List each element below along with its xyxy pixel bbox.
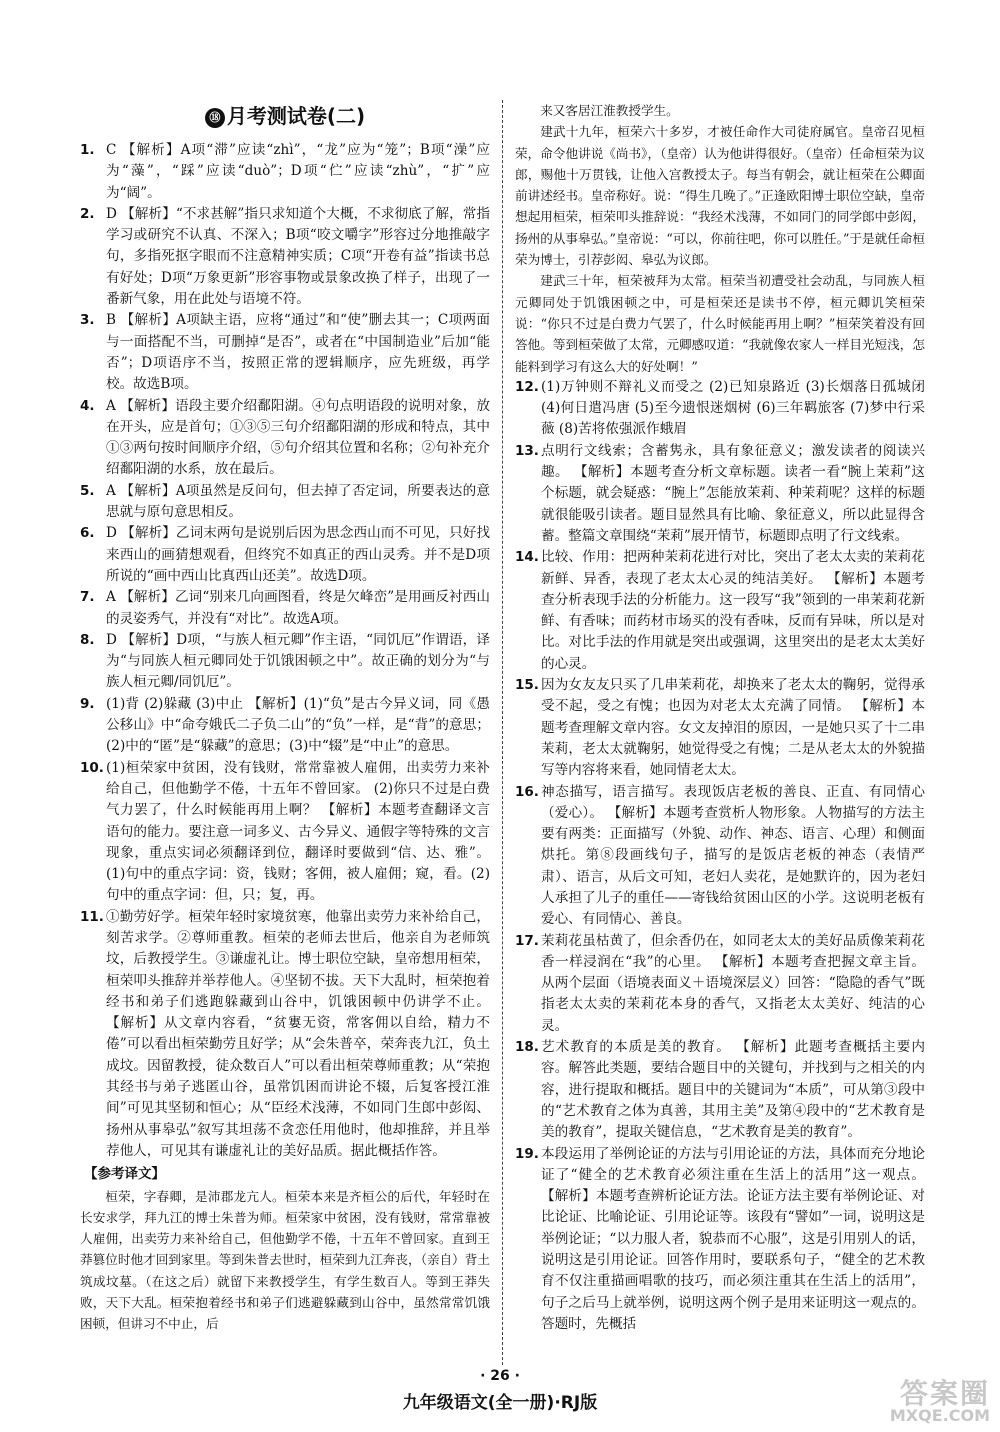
watermark-logo: 答案圈 [899,1377,990,1410]
answer-number: 2. [80,205,95,222]
translation-paragraph: 桓荣，字春卿，是沛郡龙亢人。桓荣本来是齐桓公的后代，年轻时在长安求学，拜九江的博士朱普为师。桓荣家中贫困，没有钱财，常常靠被人雇佣，出卖劳力来补给自己，但他勤学不倦，十五年不曾回家。直到王莽篡位时他才回到家里。等到朱普去世时，桓荣到九江奔丧，（亲自）背土筑成坟墓。（在这之后）就留下来教授学生，有学生数百人。等到王莽失败，天下大乱。桓荣抱着经书和弟子们逃避躲藏到山谷中，虽然常常饥饿困顿，但讲习不中止，后 [80,1188,490,1332]
answer-item [80,523,490,587]
answer-text: A 【解析】乙词“别来几向画图看，终是欠峰峦”是用画反衬西山的灵姿秀气，并没有“对比”。故选A项。 [106,589,490,627]
answer-number: 14. [515,549,539,566]
answer-item [515,782,925,931]
translation-paragraph: 来又客居江淮教授学生。 [540,103,679,118]
answer-item [515,377,925,441]
answer-number: 15. [515,677,539,694]
translation-continued [515,100,925,377]
answer-text: 本段运用了举例论证的方法与引用论证的方法，具体而充分地论证了“健全的艺术教育必须注重在生活上的活用”这一观点。 【解析】本题考查辨析论证方法。论证方法主要有举例论证、对比论证、比喻论证、引用论证等。该段有“譬如”一词，说明这是举例论证；“以力服人者，貌恭而不心服”，这是引用别人的话，说明这是引用论证。回答作用时，要联系句子，“健全的艺术教育不仅注重描画唱歌的技巧，而必须注重其在生活上的活用”，句子之后马上就举例，说明这两个例子是用来证明这一观点的。答题时，先概括 [541,1145,925,1332]
watermark [840,1372,990,1427]
answer-text: C 【解析】A项“滞”应读“zhì”，“龙”应为“笼”；B项“澡”应为“藻”，“踩”应读“duò”；D项“伫”应读“zhù”，“扩”应为“阔”。 [106,142,490,201]
answer-number: 8. [80,631,95,648]
answer-text: D 【解析】D项，“与族人桓元卿”作主语，“同饥厄”作谓语，译为“与同族人桓元卿同处于饥饿困顿之中”。故正确的划分为“与族人桓元卿/同饥厄”。 [106,631,490,691]
answer-item [80,396,490,481]
reference-heading: 【参考译文】 [84,1166,165,1183]
answer-item [80,907,490,1163]
translation-paragraph: 建武十九年，桓荣六十多岁，才被任命作大司徒府属官。皇帝召见桓荣，命令他讲说《尚书》，（皇帝）认为他讲得很好。（皇帝）任命桓荣为议郎，赐他十万贯钱，让他入宫教授太子。每当有朝会，就让桓荣在公卿面前讲述经书。皇帝称好。说：“得生几晚了。”正逢欧阳博士职位空缺，皇帝想起用桓荣，桓荣叩头推辞说：“我经术浅薄，不如同门的同学郎中彭闳，扬州的从事皋弘。”皇帝说：“可以，你前往吧，你可以胜任。”于是就任命桓荣为博士，引荐彭闳、皋弘为议郎。 [515,124,925,268]
answer-number: 3. [80,312,95,329]
answer-number: 10. [80,759,104,776]
watermark-url: MXQE.COM [889,1406,990,1425]
right-answer-list [515,377,925,1335]
answer-text: A 【解析】语段主要介绍鄱阳湖。④句点明语段的说明对象，放在开头，应是首句；①③⑤三句介绍鄱阳湖的形成和特点，其中①③两句按时间顺序介绍，⑤句介绍其位置和名称；②句补充介绍鄱阳湖的水系，放在最后。 [106,397,490,478]
answer-number: 11. [80,908,104,925]
answer-number: 17. [515,932,539,949]
title-badge: ⑱ [205,108,225,128]
answer-number: 6. [80,525,95,542]
answer-item [515,1037,925,1143]
answer-item [80,481,490,524]
answer-item [80,694,490,758]
answer-number: 19. [515,1145,539,1162]
answer-text: (1)万钟则不辩礼义而受之 (2)已知泉路近 (3)长烟落日孤城闭 (4)何日遣冯唐 (5)至今遗恨迷烟树 (6)三年羁旅客 (7)梦中行采薇 (8)苦将侬强派作蛾眉 [541,378,925,438]
edition-label: 九年级语文(全一册)·RJ版 [402,1393,598,1413]
answer-number: 4. [80,397,95,414]
answer-number: 18. [515,1039,539,1056]
answer-text: D 【解析】乙词末两句是说别后因为思念西山而不可见，只好找来西山的画猜想观看，但终究不如真正的西山灵秀。并不是D项所说的“画中西山比真西山还美”。故选D项。 [106,525,490,584]
answer-item [80,630,490,694]
answer-number: 16. [515,783,539,800]
answer-text: (1)桓荣家中贫困，没有钱财，常常靠被人雇佣，出卖劳力来补给自己，但他勤学不倦，十五年不曾回家。 (2)你只不过是白费气力罢了，什么时候能再用上啊？ 【解析】本题考查翻译文言语句的能力。要注意一词多义、古今异义、通假字等特殊的文言现象，重点实词必须翻译到位，翻译时要做到“信、达、雅”。(1)句中的重点字词：资，钱财；客佣，被人雇佣；窥，看。(2)句中的重点字词：但，只；复，再。 [106,759,490,904]
answer-item [515,441,925,547]
page-title [80,100,490,132]
answer-text: ①勤劳好学。桓荣年轻时家境贫寒，他靠出卖劳力来补给自己，刻苦求学。②尊师重教。桓荣的老师去世后，他亲自为老师筑坟，后教授学生。③谦虚礼让。博士职位空缺，皇帝想用桓荣，桓荣叩头推辞并举荐他人。④坚韧不拔。天下大乱时，桓荣抱着经书和弟子们逃跑躲藏到山谷中，饥饿困顿中仍讲学不止。 【解析】从文章内容看，“贫寠无资，常客佣以自给，精力不倦”可以看出桓荣勤劳且好学；从“会朱普卒，荣奔丧九江，负土成坟。因留教授，徒众数百人”可以看出桓荣尊师重教；从“荣抱其经书与弟子逃匿山谷，虽常饥困而讲论不辍，后复客授江淮间”可见其坚韧和恒心；从“臣经术浅薄，不如同门生郎中彭闳、扬州从事皋弘”叙写其坦荡不贪恋任用他时，他却推辞，并且举荐他人，可见其有谦虚礼让的美好品质。据此概括作答。 [106,908,490,1159]
answer-text: B 【解析】A项缺主语，应将“通过”和“使”删去其一；C项两面与一面搭配不当，可删掉“是否”，或者在“中国制造业”后加“能否”；D项语序不当，按照正常的逻辑顺序，应先班级，再学校。故选B项。 [106,312,490,393]
answer-text: 茉莉花虽枯黄了，但余香仍在，如同老太太的美好品质像茉莉花香一样浸润在“我”的心里。 【解析】本题考查把握文章主旨。从两个层面（语境表面义＋语境深层义）回答：“隐隐的香气”既指老太太卖的茉莉花本身的香气，又指老太太美好、纯洁的心灵。 [541,932,925,1034]
answer-text: 因为女友友只买了几串茉莉花，却换来了老太太的鞠躬，觉得承受不起，受之有愧；也因为对老太太充满了同情。 【解析】本题考查理解文章内容。女文友掉泪的原因，一是她只买了十二串茉莉，老太太就鞠躬，她觉得受之有愧；二是从老太太的外貌描写等内容将来看，她同情老太太。 [541,677,925,779]
answer-item [80,310,490,395]
answer-text: D 【解析】“不求甚解”指只求知道个大概，不求彻底了解，常指学习或研究不认真、不深入；B项“咬文嚼字”形容过分地推敲字句，多指死抠字眼而不注意精神实质；C项“开卷有益”指读书总有好处；D项“万象更新”形容事物或景象改换了样子，出现了一番新气象，用在此处与语境不符。 [106,205,490,308]
answer-text: 点明行文线索；含蓄隽永，具有象征意义；激发读者的阅读兴趣。 【解析】本题考查分析文章标题。读者一看“腕上茉莉”这个标题，就会疑惑：“腕上”怎能放茉莉、种茉莉呢？这样的标题就很能吸引读者。题目显然具有比喻、象征意义，所以此显得含蓄。整篇文章围绕“茉莉”展开情节，标题即点明了行文线索。 [541,442,925,544]
left-answer-list [80,140,490,1162]
title-text: 月考测试卷(二) [226,104,366,128]
answer-text: (1)背 (2)躲藏 (3)中止 【解析】(1)“负”是古今异义词，同《愚公移山》中“命夸娥氏二子负二山”的“负”一样，是“背”的意思；(2)中的“匿”是“躲藏”的意思；(3)中“辍”是“中止”的意思。 [106,695,490,755]
answer-item [80,204,490,310]
answer-text: A 【解析】A项虽然是反问句，但去掉了否定词，所要表达的意思就与原句意思相反。 [106,482,490,521]
translation-paragraph: 建武三十年，桓荣被拜为太常。桓荣当初遭受社会动乱，与同族人桓元卿同处于饥饿困顿之中，可是桓荣还是读书不停，桓元卿讥笑桓荣说：“你只不过是白费力气罢了，什么时候能再用上啊？”桓荣笑着没有回答他。等到桓荣做了太常，元卿感叹道：“我就像农家人一样目光短浅，怎能料到学习有这么大的好处啊！” [515,273,925,374]
answer-text: 神态描写，语言描写。表现饭店老板的善良、正直、有同情心（爱心）。 【解析】本题考查赏析人物形象。人物描写的方法主要有两类：正面描写（外貌、动作、神态、语言、心理）和侧面烘托。第⑧段画线句子，描写的是饭店老板的神态（表情严肃）、语言，从后文可知，老妇人卖花，是她默许的，因为老妇人承担了儿子的重任——寄钱给贫困山区的小学。这说明老板有爱心、有同情心、善良。 [541,783,925,928]
answer-number: 12. [515,378,539,395]
answer-number: 1. [80,142,95,158]
answer-number: 5. [80,482,95,499]
column-divider [502,100,503,1365]
answer-item [515,547,925,675]
answer-text: 艺术教育的本质是美的教育。 【解析】此题考查概括主要内容。解答此类题，要结合题目中的关键句，并找到与之相关的内容，进行提取和概括。题目中的关键词为“本质”，可从第③段中的“艺术教育之体为真善，其用主美”及第④段中的“艺术教育是美的教育”，提取关键信息，“艺术教育是美的教育”。 [541,1039,925,1141]
answer-number: 7. [80,589,95,606]
left-column [80,100,490,1335]
answer-item [80,587,490,630]
answer-item [515,1144,925,1336]
answer-number: 9. [80,695,95,712]
answer-number: 13. [515,442,539,459]
answer-text: 比较、作用：把两种茉莉花进行对比，突出了老太太卖的茉莉花新鲜、异香，表现了老太太心灵的纯洁美好。 【解析】本题考查分析表现手法的分析能力。这一段写“我”领到的一串茉莉花新鲜、有香味；而药材市场买的没有香味，反而有异味，所以是对比。对比手法的作用就是突出或强调，这里突出的是老太太美好的心灵。 [541,549,925,672]
right-column [515,100,925,1335]
answer-item [515,931,925,1037]
answer-item [515,675,925,781]
answer-item [80,758,490,907]
page-number: · 26 · [480,1368,520,1384]
answer-item [80,140,490,204]
